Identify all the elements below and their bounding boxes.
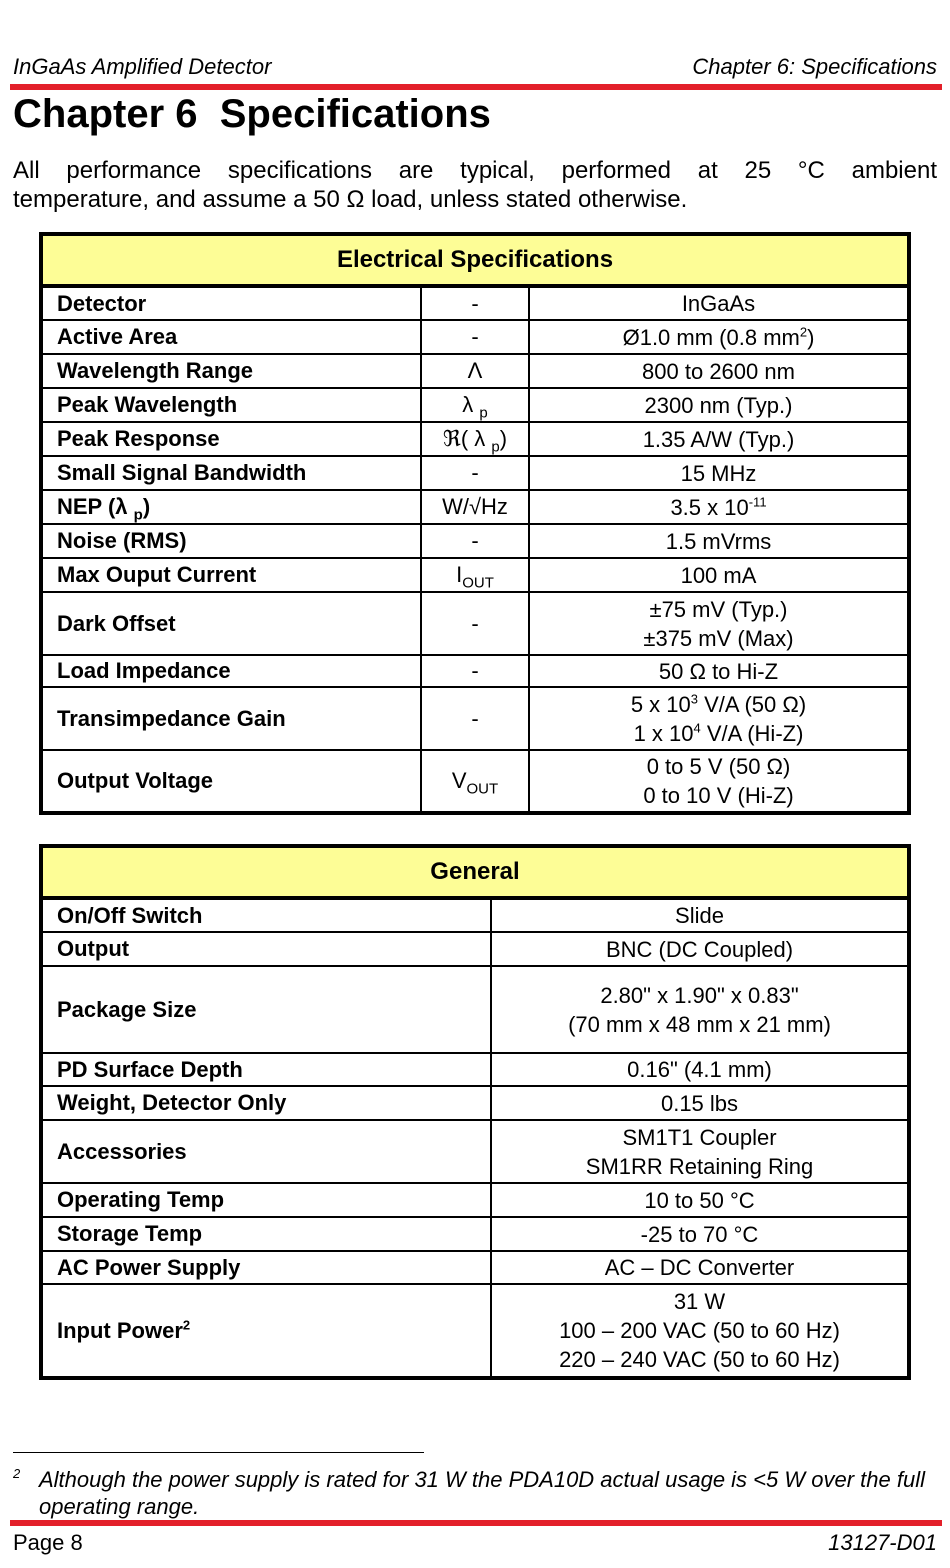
spec-symbol: - xyxy=(421,286,529,320)
table-row xyxy=(41,1053,909,1086)
footnote-text: Although the power supply is rated for 31 W the PDA10D actual usage is <5 W over the full operating range. xyxy=(39,1467,925,1519)
table-row xyxy=(41,1284,909,1378)
spec-symbol: - xyxy=(421,456,529,490)
table-row xyxy=(41,388,909,422)
table-row xyxy=(41,524,909,558)
running-header-chapter: Chapter 6: Specifications xyxy=(692,54,937,79)
table-row xyxy=(41,1251,909,1284)
spec-name: Detector xyxy=(41,286,421,320)
intro-paragraph xyxy=(13,156,937,214)
spec-symbol: - xyxy=(421,320,529,354)
spec-value: 31 W 100 – 200 VAC (50 to 60 Hz) 220 – 240 VAC (50 to 60 Hz) xyxy=(491,1284,909,1378)
spec-value: BNC (DC Coupled) xyxy=(491,932,909,966)
table-row xyxy=(41,687,909,750)
spec-name: Transimpedance Gain xyxy=(41,687,421,750)
intro-line-2: temperature, and assume a 50 Ω load, unless stated otherwise. xyxy=(13,186,688,213)
spec-name: Input Power$^2$ xyxy=(41,1284,491,1378)
spec-name: Load Impedance xyxy=(41,655,421,687)
spec-value: 10 to 50 °C xyxy=(491,1183,909,1217)
spec-name: Wavelength Range xyxy=(41,354,421,388)
spec-value: 5 x $10^3$ V/A (50 Ω) 1 x $10^4$ V/A (Hi-Z) xyxy=(529,687,909,750)
spec-symbol: Λ xyxy=(421,354,529,388)
table-row xyxy=(41,655,909,687)
spec-name: Peak Response xyxy=(41,422,421,456)
spec-name: Output Voltage xyxy=(41,750,421,813)
table-row xyxy=(41,422,909,456)
spec-value: Ø1.0 mm (0.8 $mm^2$) xyxy=(529,320,909,354)
spec-value: ±75 mV (Typ.) ±375 mV (Max) xyxy=(529,592,909,655)
general-specifications-table xyxy=(39,844,911,1380)
running-header-title: InGaAs Amplified Detector xyxy=(13,54,272,79)
spec-name: PD Surface Depth xyxy=(41,1053,491,1086)
table-row xyxy=(41,456,909,490)
spec-name: Dark Offset xyxy=(41,592,421,655)
document-number: 13127-D01 xyxy=(828,1530,937,1555)
spec-symbol: $V_{OUT}$ xyxy=(421,750,529,813)
spec-value: SM1T1 Coupler SM1RR Retaining Ring xyxy=(491,1120,909,1183)
table-row xyxy=(41,966,909,1053)
spec-value: 0.15 lbs xyxy=(491,1086,909,1120)
spec-symbol: - xyxy=(421,655,529,687)
spec-name: Noise (RMS) xyxy=(41,524,421,558)
spec-name: Output xyxy=(41,932,491,966)
spec-symbol: - xyxy=(421,687,529,750)
table-row xyxy=(41,592,909,655)
table-row xyxy=(41,1120,909,1183)
spec-value: 0 to 5 V (50 Ω) 0 to 10 V (Hi-Z) xyxy=(529,750,909,813)
spec-name: Small Signal Bandwidth xyxy=(41,456,421,490)
spec-name: Weight, Detector Only xyxy=(41,1086,491,1120)
spec-name: AC Power Supply xyxy=(41,1251,491,1284)
spec-name: Peak Wavelength xyxy=(41,388,421,422)
spec-name: Active Area xyxy=(41,320,421,354)
electrical-table-title: Electrical Specifications xyxy=(41,234,909,286)
table-row xyxy=(41,286,909,320)
electrical-specifications-table xyxy=(39,232,911,815)
spec-value: InGaAs xyxy=(529,286,909,320)
spec-value: 1.5 mVrms xyxy=(529,524,909,558)
spec-value: AC – DC Converter xyxy=(491,1251,909,1284)
spec-value: 3.5 x $10^{-11}$ xyxy=(529,490,909,524)
spec-name: On/Off Switch xyxy=(41,898,491,932)
footer-rule xyxy=(10,1520,942,1526)
table-row xyxy=(41,750,909,813)
table-row xyxy=(41,1217,909,1251)
spec-name: Max Ouput Current xyxy=(41,558,421,592)
table-row xyxy=(41,1183,909,1217)
spec-value: 100 mA xyxy=(529,558,909,592)
table-row xyxy=(41,898,909,932)
spec-symbol: ℜ( λ $_p$) xyxy=(421,422,529,456)
spec-name: Package Size xyxy=(41,966,491,1053)
spec-symbol: - xyxy=(421,524,529,558)
intro-line-1: All performance specifications are typical, performed at 25 °C ambient xyxy=(13,157,937,184)
spec-name: Storage Temp xyxy=(41,1217,491,1251)
table-row xyxy=(41,320,909,354)
spec-value: Slide xyxy=(491,898,909,932)
footnote-marker: 2 xyxy=(13,1466,21,1481)
table-row xyxy=(41,1086,909,1120)
spec-name: Accessories xyxy=(41,1120,491,1183)
table-row xyxy=(41,490,909,524)
chapter-title: Chapter 6 Specifications xyxy=(13,92,491,136)
spec-name: Operating Temp xyxy=(41,1183,491,1217)
general-table-title: General xyxy=(41,846,909,898)
header-rule xyxy=(10,84,942,90)
spec-value: 0.16" (4.1 mm) xyxy=(491,1053,909,1086)
spec-name: NEP (λ $_p$) xyxy=(41,490,421,524)
table-row xyxy=(41,932,909,966)
spec-value: 2.80" x 1.90" x 0.83" (70 mm x 48 mm x 21 mm) xyxy=(491,966,909,1053)
spec-symbol: - xyxy=(421,592,529,655)
table-row xyxy=(41,354,909,388)
footnote-separator xyxy=(13,1452,424,1453)
table-row xyxy=(41,558,909,592)
spec-value: -25 to 70 °C xyxy=(491,1217,909,1251)
page-number: Page 8 xyxy=(13,1530,83,1555)
spec-value: 50 Ω to Hi-Z xyxy=(529,655,909,687)
spec-symbol: λ $_p$ xyxy=(421,388,529,422)
spec-value: 1.35 A/W (Typ.) xyxy=(529,422,909,456)
spec-value: 2300 nm (Typ.) xyxy=(529,388,909,422)
spec-symbol: W/√Hz xyxy=(421,490,529,524)
spec-symbol: $I_{OUT}$ xyxy=(421,558,529,592)
spec-value: 800 to 2600 nm xyxy=(529,354,909,388)
spec-value: 15 MHz xyxy=(529,456,909,490)
